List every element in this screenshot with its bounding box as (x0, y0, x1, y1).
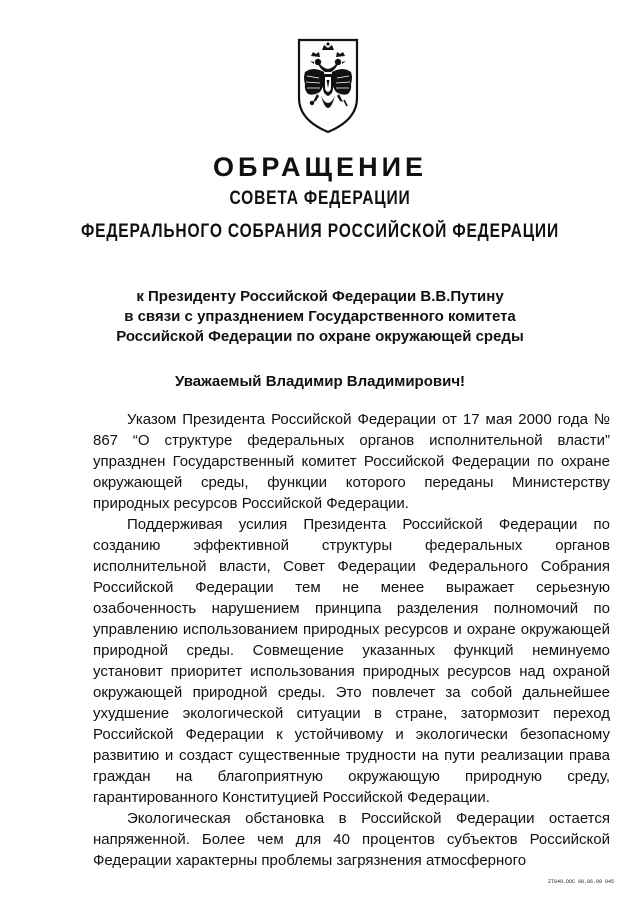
subtitle-line: к Президенту Российской Федерации В.В.Путину (136, 288, 504, 305)
body-paragraph: Экологическая обстановка в Российской Федерации остается напряженной. Более чем для 40 процентов субъектов Российской Федерации характерны проблемы загрязнения атмосферного (93, 810, 610, 869)
issuer-line: СОВЕТА ФЕДЕРАЦИИ (229, 188, 411, 209)
body-paragraph: Указом Президента Российской Федерации от 17 мая 2000 года № 867 “О структуре федеральных органов исполнительной власти” упразднен Государственный комитет Российской Федерации по охране окружающей среды, функции которого переданы Министерству природных ресурсов Российской Федерации. (93, 411, 610, 512)
document-body (93, 409, 610, 871)
coat-of-arms-icon (293, 36, 363, 136)
subtitle-line: в связи с упразднением Государственного комитета (124, 308, 516, 325)
document-title: ОБРАЩЕНИЕ (213, 152, 427, 182)
subtitle-line: Российской Федерации по охране окружающей среды (116, 328, 524, 345)
document-subtitle (0, 287, 640, 347)
footer-file-reference: ZT849.DOC 08.06.00 845 (547, 879, 614, 885)
body-paragraph: Поддерживая усилия Президента Российской Федерации по созданию эффективной структуры федеральных органов исполнительной власти, Совет Федерации Федерального Собрания Российской Федерации тем не менее выражает серьезную озабоченность нарушением принципа разделения полномочий по управлению использованием природных ресурсов и охране окружающей природной среды. Совмещение указанных функций неминуемо установит приоритет использования природных ресурсов над охраной окружающей природной среды. Это повлечет за собой дальнейшее ухудшение экологической ситуации в стране, затормозит переход Российской Федерации к устойчивому и экологически безопасному развитию и создаст существенные трудности на пути реализации права граждан на благоприятную окружающую природную среду, гарантированного Конституцией Российской Федерации. (93, 516, 610, 806)
greeting: Уважаемый Владимир Владимирович! (174, 373, 466, 390)
issuer-line-full: ФЕДЕРАЛЬНОГО СОБРАНИЯ РОССИЙСКОЙ ФЕДЕРАЦИИ (81, 221, 559, 242)
